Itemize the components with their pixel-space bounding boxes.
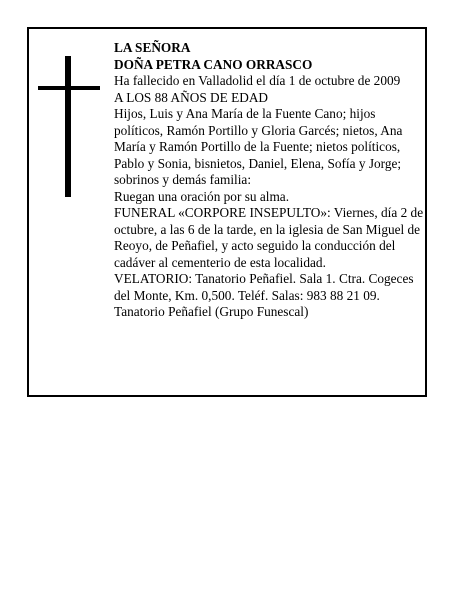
family-list: Hijos, Luis y Ana María de la Fuente Cano; hijos políticos, Ramón Portillo y Gloria Garcés; nietos, Ana María y Ramón Portillo de la Fuente; nietos políticos, Pablo y Sonia, bisnietos, Daniel, Elena, Sofía y Jorge; sobrinos y demás familia:: [114, 106, 403, 187]
cross-vertical-bar: [65, 56, 71, 197]
funeral-info: FUNERAL «CORPORE INSEPULTO»: Viernes, día 2 de octubre, a las 6 de la tarde, en la iglesia de San Miguel de Reoyo, de Peñafiel, y acto seguido la conducción del cadáver al cementerio de esta localidad.: [114, 205, 424, 270]
obituary-notice: [27, 27, 427, 397]
wake-info: VELATORIO: Tanatorio Peñafiel. Sala 1. Ctra. Cogeces del Monte, Km. 0,500. Teléf. Salas: 983 88 21 09.: [114, 271, 414, 303]
age-line: A LOS 88 AÑOS DE EDAD: [114, 89, 269, 105]
heading-title: LA SEÑORA: [114, 40, 191, 55]
prayer-request: Ruegan una oración por su alma.: [114, 188, 290, 204]
cross-horizontal-bar: [38, 86, 100, 90]
funeral-home: Tanatorio Peñafiel (Grupo Funescal): [114, 304, 309, 319]
deceased-name: DOÑA PETRA CANO ORRASCO: [114, 56, 313, 72]
death-announcement: Ha fallecido en Valladolid el día 1 de octubre de 2009: [114, 73, 401, 88]
notice-text: [114, 40, 425, 321]
